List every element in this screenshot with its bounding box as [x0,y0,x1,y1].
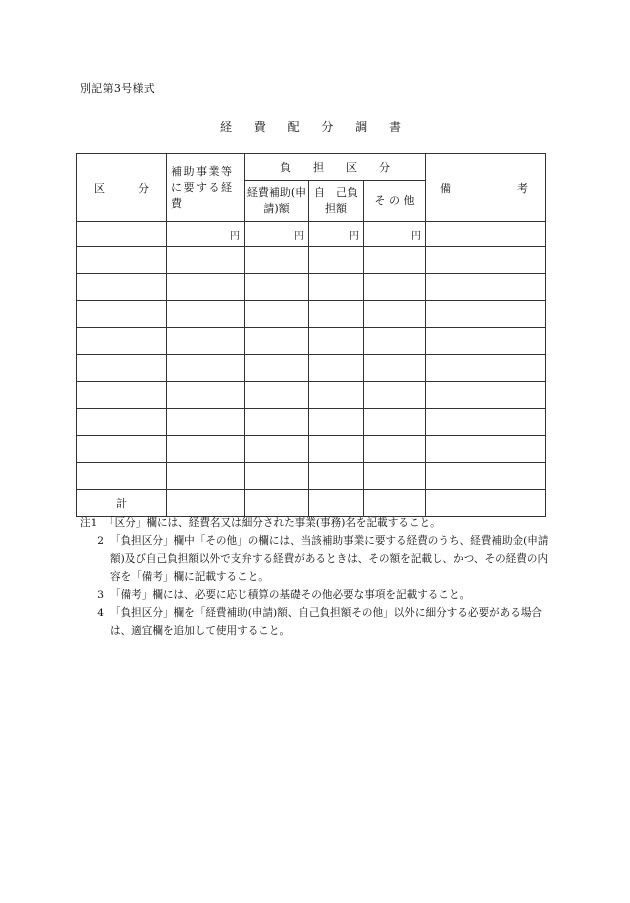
table-row [77,247,546,274]
total-row [77,490,546,517]
table-row [77,274,546,301]
table-row [77,328,546,355]
header-futan-kubun: 負 担 区 分 [245,154,426,181]
yen-unit-self: 円 [309,222,364,247]
note-text: 「負担区分」欄を「経費補助(申請)額、自己負担額その他」以外に細分する必要がある場合は、適宜欄を追加して使用すること。 [110,607,543,637]
note-number: 注1 [80,517,98,529]
form-number: 別記第3号様式 [80,82,156,95]
notes-section [80,514,550,640]
header-self-burden: 自 己負担額 [309,181,364,222]
note-item [80,514,550,532]
header-biko [426,154,546,222]
note-item [80,604,550,640]
table-row [77,355,546,382]
note-item [80,586,550,604]
note-number: 4 [97,607,104,619]
cell-biko[interactable] [426,222,546,247]
note-text: 「負担区分」欄中「その他」の欄には、当該補助事業に要する経費のうち、経費補助金(申請額)及び自己負担額以外で支弁する経費があるときは、その額を記載し、かつ、その経費の内容を「備考」欄に記載すること。 [110,535,549,583]
yen-unit-subsidy: 円 [245,222,309,247]
header-hojo-expense: 補助事業等に要する経費 [167,154,245,222]
table-row [77,409,546,436]
note-item [80,532,550,586]
document-title: 経 費 配 分 調 書 [219,120,411,134]
cell-kubun[interactable] [77,222,167,247]
table-row [77,436,546,463]
header-subsidy-amount: 経費補助(申請)額 [245,181,309,222]
yen-unit-hojo: 円 [167,222,245,247]
note-number: 3 [97,589,104,601]
header-other: そ の 他 [364,181,426,222]
note-text: 「区分」欄には、経費名又は細分された事業(事務)名を記載すること。 [104,517,441,529]
note-number: 2 [97,535,104,547]
header-biko-label: 備 考 [440,181,528,195]
table-row [77,301,546,328]
header-kubun: 区 分 [77,154,167,222]
total-label: 計 [77,490,167,517]
table-row [77,382,546,409]
yen-unit-other: 円 [364,222,426,247]
table-row [77,463,546,490]
note-text: 「備考」欄には、必要に応じ積算の基礎その他必要な事項を記載すること。 [110,589,471,601]
expense-allocation-table [76,153,546,517]
